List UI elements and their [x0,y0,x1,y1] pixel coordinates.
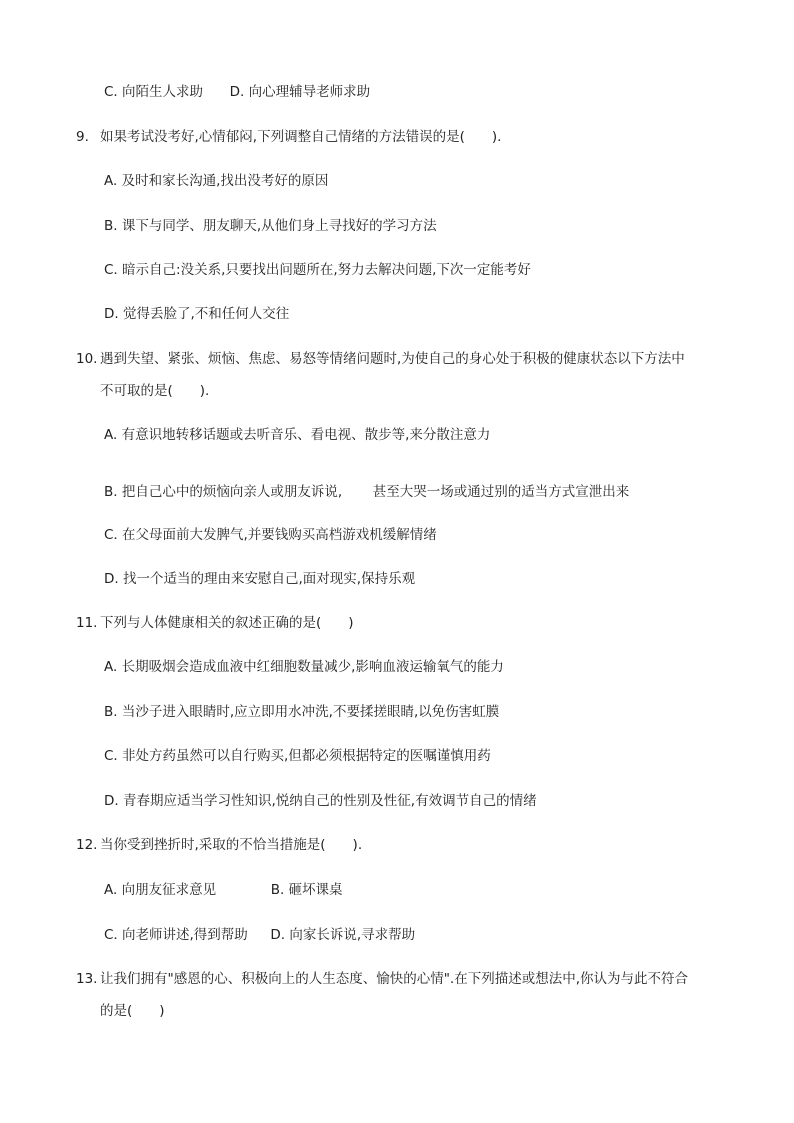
q8-options-cd [104,83,370,101]
option-text: 当沙子进入眼睛时,应立即用水冲洗,不要揉搓眼睛,以免伤害虹膜 [121,704,500,720]
question-13-text: 让我们拥有"感恩的心、积极向上的人生态度、愉快的心情".在下列描述或想法中,你认为与此不符合 [100,971,689,987]
q9-option-d [104,305,289,323]
option-text: 及时和家长沟通,找出没考好的原因 [121,173,329,189]
option-letter: D. [104,793,119,809]
option-text-continued: 甚至大哭一场或通过别的适当方式宣泄出来 [372,484,630,500]
option-letter: B. [104,704,118,720]
question-11-number: 11. [76,615,98,631]
q11-option-b [104,703,499,721]
option-letter: C. [104,262,118,278]
option-letter: D. [104,571,119,587]
q11-option-d [104,792,537,810]
q10-option-a [104,426,490,444]
option-c-text: 向老师讲述,得到帮助 [122,927,248,943]
option-d-letter: D. [270,927,286,943]
question-9-text: 如果考试没考好,心情郁闷,下列调整自己情绪的方法错误的是( ). [100,129,502,145]
option-d-text: 向心理辅导老师求助 [248,84,371,100]
question-12-text: 当你受到挫折时,采取的不恰当措施是( ). [100,837,363,853]
q9-option-c [104,261,531,279]
q10-option-b [104,483,629,501]
question-12-number: 12. [76,837,98,853]
q9-option-b [104,217,437,235]
option-text: 有意识地转移话题或去听音乐、看电视、散步等,来分散注意力 [121,427,491,443]
option-text: 长期吸烟会造成血液中红细胞数量减少,影响血液运输氧气的能力 [121,659,504,675]
option-c-letter: C. [104,84,118,100]
question-13-number: 13. [76,971,98,987]
question-10-text-continued: 不可取的是( ). [100,383,210,399]
q9-option-a [104,172,328,190]
option-b-letter: B. [270,882,285,898]
q11-option-c [104,747,491,765]
option-d-text: 向家长诉说,寻求帮助 [289,927,416,943]
option-text: 把自己心中的烦恼向亲人或朋友诉说, [121,484,343,500]
option-a-text: 向朋友征求意见 [121,882,217,898]
question-9-number: 9. [76,129,89,145]
option-text: 觉得丢脸了,不和任何人交往 [122,306,290,322]
option-letter: B. [104,218,118,234]
q10-option-d [104,570,415,588]
option-letter: A. [104,173,118,189]
option-letter: C. [104,527,118,543]
q12-options-ab [104,881,343,899]
option-d-letter: D. [229,84,245,100]
option-a-letter: A. [104,882,118,898]
q10-option-c [104,526,437,544]
option-text: 暗示自己:没关系,只要找出问题所在,努力去解决问题,下次一定能考好 [122,262,531,278]
option-letter: C. [104,748,118,764]
option-letter: B. [104,484,118,500]
option-b-text: 砸坏课桌 [288,882,343,898]
option-c-letter: C. [104,927,118,943]
option-text: 找一个适当的理由来安慰自己,面对现实,保持乐观 [122,571,416,587]
question-11-text: 下列与人体健康相关的叙述正确的是( ) [100,615,354,631]
question-13-text-continued: 的是( ) [100,1003,165,1019]
question-10-number: 10. [76,351,98,367]
option-letter: D. [104,306,119,322]
q11-option-a [104,658,504,676]
q12-options-cd [104,926,415,944]
option-text: 课下与同学、朋友聊天,从他们身上寻找好的学习方法 [121,218,437,234]
option-letter: A. [104,427,118,443]
option-c-text: 向陌生人求助 [122,84,204,100]
option-text: 青春期应适当学习性知识,悦纳自己的性别及性征,有效调节自己的情绪 [122,793,537,809]
question-10-text: 遇到失望、紧张、烦恼、焦虑、易怒等情绪问题时,为使自己的身心处于积极的健康状态以下方法中 [100,351,685,367]
option-letter: A. [104,659,118,675]
option-text: 非处方药虽然可以自行购买,但都必须根据特定的医嘱谨慎用药 [122,748,491,764]
option-text: 在父母面前大发脾气,并要钱购买高档游戏机缓解情绪 [122,527,437,543]
